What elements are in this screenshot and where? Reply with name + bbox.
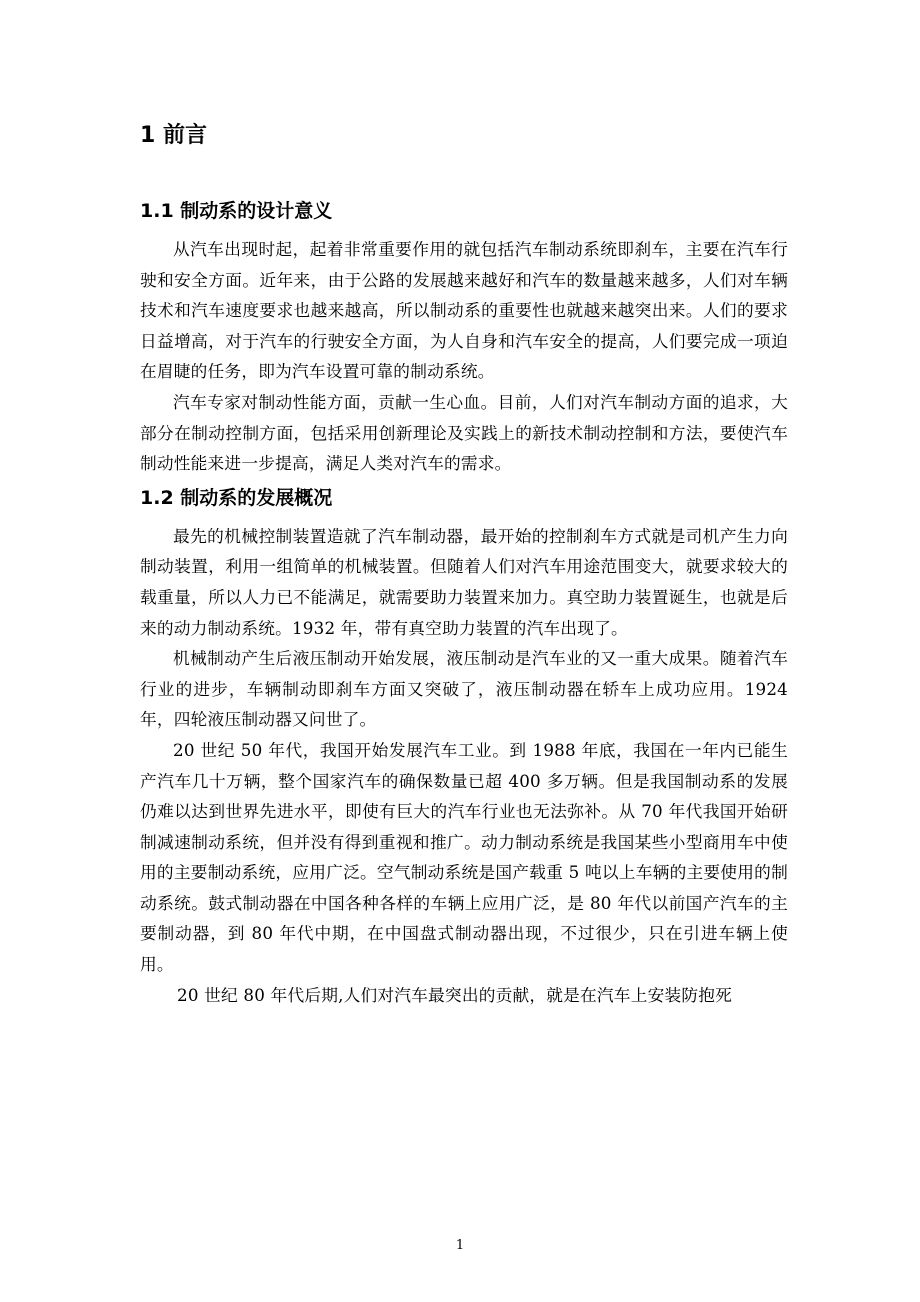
paragraph: 20 世纪 80 年代后期,人们对汽车最突出的贡献，就是在汽车上安装防抱死: [177, 984, 733, 1005]
paragraph: 汽车专家对制动性能方面，贡献一生心血。目前，人们对汽车制动方面的追求，大部分在制动控制方面，包括采用创新理论及实践上的新技术制动控制和方法，要使汽车制动性能来进一步提高，满足人类对汽车的需求。: [140, 391, 788, 474]
section-heading-design-significance: 1.1 制动系的设计意义: [140, 200, 333, 222]
page-content: [140, 118, 788, 1010]
section-heading-development: 1.2 制动系的发展概况: [140, 486, 333, 509]
paragraph: 机械制动产生后液压制动开始发展，液压制动是汽车业的又一重大成果。随着汽车行业的进步，车辆制动即刹车方面又突破了，液压制动器在轿车上成功应用。1924 年，四轮液压制动器又问世了。: [140, 648, 788, 730]
page-number: 1: [455, 1238, 465, 1253]
chapter-title: 1 前言: [140, 123, 207, 148]
paragraph: 从汽车出现时起，起着非常重要作用的就包括汽车制动系统即刹车，主要在汽车行驶和安全方面。近年来，由于公路的发展越来越好和汽车的数量越来越多，人们对车辆技术和汽车速度要求也越来越高，所以制动系的重要性也就越来越突出来。人们的要求日益增高，对于汽车的行驶安全方面，为人自身和汽车安全的提高，人们要完成一项迫在眉睫的任务，即为汽车设置可靠的制动系统。: [140, 239, 788, 382]
paragraph: 最先的机械控制装置造就了汽车制动器，最开始的控制刹车方式就是司机产生力向制动装置，利用一组简单的机械装置。但随着人们对汽车用途范围变大，就要求较大的载重量，所以人力已不能满足，就需要助力装置来加力。真空助力装置诞生，也就是后来的动力制动系统。1932 年，带有真空助力装置的汽车出现了。: [140, 525, 788, 638]
paragraph: 20 世纪 50 年代，我国开始发展汽车工业。到 1988 年底，我国在一年内已能生产汽车几十万辆，整个国家汽车的确保数量已超 400 多万辆。但是我国制动系的发展仍难以达到世界先进水平，即使有巨大的汽车行业也无法弥补。从 70 年代我国开始研制减速制动系统，但并没有得到重视和推广。动力制动系统是我国某些小型商用车中使用的主要制动系统，应用广泛。空气制动系统是国产载重 5 吨以上车辆的主要使用的制动系统。鼓式制动器在中国各种各样的车辆上应用广泛，是 80 年代以前国产汽车的主要制动器，到 80 年代中期，在中国盘式制动器出现，不过很少，只在引进车辆上使用。: [140, 739, 788, 975]
